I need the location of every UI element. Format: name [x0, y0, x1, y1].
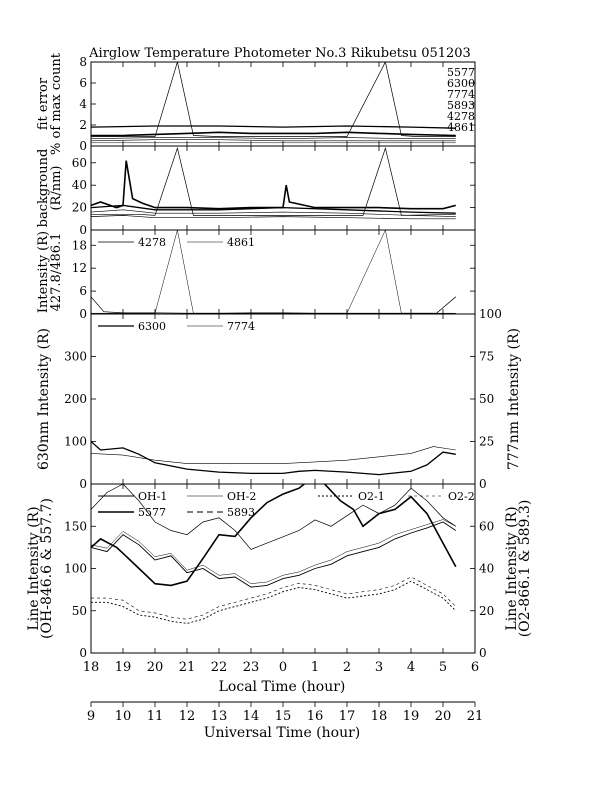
legend-label-4861: 4861 [447, 121, 475, 134]
panel-oh_o2 [26, 476, 533, 661]
ut-tick-label: 9 [86, 709, 96, 724]
local-time-tick: 4 [406, 660, 416, 675]
legend-label-7774: 7774 [447, 88, 475, 101]
y-tick-label: 100 [64, 434, 87, 449]
local-time-tick: 5 [438, 660, 448, 675]
y-axis-label: fit error [36, 77, 51, 131]
panel-fit_error [36, 52, 475, 155]
series-OH-1 [91, 522, 456, 587]
legend-label-4278: 4278 [138, 236, 166, 249]
y2-tick-label: 0 [479, 646, 487, 660]
local-time-tick: 23 [242, 660, 260, 675]
y-axis-label: Line Intensity (R) [26, 506, 42, 631]
local-time-tick: 21 [178, 660, 196, 675]
y-tick-label: 18 [71, 238, 87, 253]
series-group [88, 421, 456, 475]
legend-label-6300: 6300 [447, 77, 475, 90]
y-tick-label: 200 [64, 392, 87, 406]
series-7774 [91, 138, 456, 139]
y-axis-label: Intensity (R) [36, 230, 51, 314]
y-axis-label: (OH-846.6 & 557.7) [39, 498, 55, 639]
series-group [91, 148, 456, 219]
y2-axis-label: 777nm Intensity (R) [506, 327, 522, 471]
y2-tick-label: 50 [479, 392, 495, 406]
ut-tick-label: 17 [338, 709, 356, 724]
y2-tick-label: 0 [479, 477, 487, 491]
y-axis-label: % of max count [49, 53, 64, 155]
ut-tick-label: 15 [274, 709, 292, 724]
y-tick-label: 20 [71, 200, 87, 215]
y2-tick-label: 60 [479, 519, 495, 534]
series-6300 [88, 421, 456, 475]
legend-label-7774: 7774 [227, 320, 255, 333]
legend-label-5577: 5577 [138, 506, 166, 519]
y-tick-label: 100 [64, 561, 87, 576]
y-tick-label: 0 [79, 646, 87, 660]
series-5577 [91, 161, 456, 209]
ut-tick-label: 13 [210, 709, 228, 724]
local-time-tick: 20 [146, 660, 164, 675]
y-axis-label: 427.8/486.1 [49, 232, 64, 312]
legend-label-4861: 4861 [227, 236, 255, 249]
y-axis-label: 630nm Intensity (R) [36, 327, 52, 471]
local-time-axis-label: Local Time (hour) [218, 679, 346, 695]
y-tick-label: 0 [79, 223, 87, 237]
panel-frame [91, 314, 475, 484]
y-tick-label: 12 [71, 261, 87, 276]
legend-label-O2-2: O2-2 [448, 490, 475, 503]
y-tick-label: 150 [64, 519, 87, 534]
series-O2-2 [91, 577, 456, 619]
y-tick-label: 8 [79, 55, 87, 69]
y-tick-label: 0 [79, 139, 87, 153]
series-5893 [91, 140, 456, 141]
chart-title: Airglow Temperature Photometer No.3 Rikubetsu 051203 [89, 46, 471, 61]
ut-tick-label: 12 [178, 709, 196, 724]
universal-time-axis-label: Universal Time (hour) [203, 725, 361, 741]
y-tick-label: 60 [71, 155, 87, 170]
legend-label-OH-1: OH-1 [138, 490, 168, 503]
y-axis-label: (R/nm) [49, 165, 64, 211]
legend-label-OH-2: OH-2 [227, 490, 257, 503]
series-4278 [91, 62, 456, 137]
local-time-tick: 19 [114, 660, 132, 675]
series-O2-1 [91, 581, 456, 623]
legend-label-5893: 5893 [227, 506, 255, 519]
local-time-tick: 1 [310, 660, 320, 675]
ut-tick-label: 21 [466, 709, 484, 724]
ut-tick-label: 14 [242, 709, 260, 724]
series-5893 [91, 215, 456, 218]
ut-tick-label: 18 [370, 709, 388, 724]
y-tick-label: 50 [71, 603, 87, 618]
y2-tick-label: 100 [479, 307, 502, 321]
legend-label-5893: 5893 [447, 99, 475, 112]
y-tick-label: 0 [79, 307, 87, 321]
y2-tick-label: 75 [479, 349, 495, 364]
local-time-tick: 6 [470, 660, 480, 675]
universal-time-axis [87, 702, 483, 724]
y-tick-label: 300 [64, 349, 87, 364]
ut-tick-label: 11 [146, 709, 164, 724]
ut-tick-label: 16 [306, 709, 324, 724]
local-time-tick: 0 [278, 660, 288, 675]
series-4278 [91, 148, 456, 215]
local-time-tick: 22 [210, 660, 228, 675]
y2-axis-label: (O2-866.1 & 589.3) [517, 499, 533, 638]
y-tick-label: 6 [79, 284, 87, 299]
y2-tick-label: 20 [479, 603, 495, 618]
legend-label-O2-1: O2-1 [358, 490, 385, 503]
y-axis-label: background [36, 148, 51, 228]
panel-red_lines [36, 307, 522, 491]
legend-label-5577: 5577 [447, 66, 475, 79]
ut-tick-label: 10 [114, 709, 132, 724]
series-6300 [91, 126, 456, 128]
y-tick-label: 4 [79, 97, 87, 111]
local-time-tick: 3 [374, 660, 384, 675]
y-tick-label: 6 [79, 76, 87, 90]
local-time-tick: 18 [82, 660, 100, 675]
legend-label-4278: 4278 [447, 110, 475, 123]
ut-tick-label: 19 [402, 709, 420, 724]
legend-label-6300: 6300 [138, 320, 166, 333]
local-time-tick: 2 [342, 660, 352, 675]
y-tick-label: 0 [79, 477, 87, 491]
y2-tick-label: 25 [479, 434, 495, 449]
series-7774 [91, 447, 456, 464]
y2-tick-label: 40 [479, 561, 495, 576]
panel-blue_lines [36, 230, 475, 321]
series-group [91, 62, 456, 143]
y-tick-label: 40 [71, 178, 87, 193]
y2-axis-label: Line Intensity (R) [504, 506, 520, 631]
y-tick-label: 2 [79, 118, 87, 132]
panel-background [36, 146, 475, 237]
chart-panels [26, 52, 533, 675]
ut-tick-label: 20 [434, 709, 452, 724]
